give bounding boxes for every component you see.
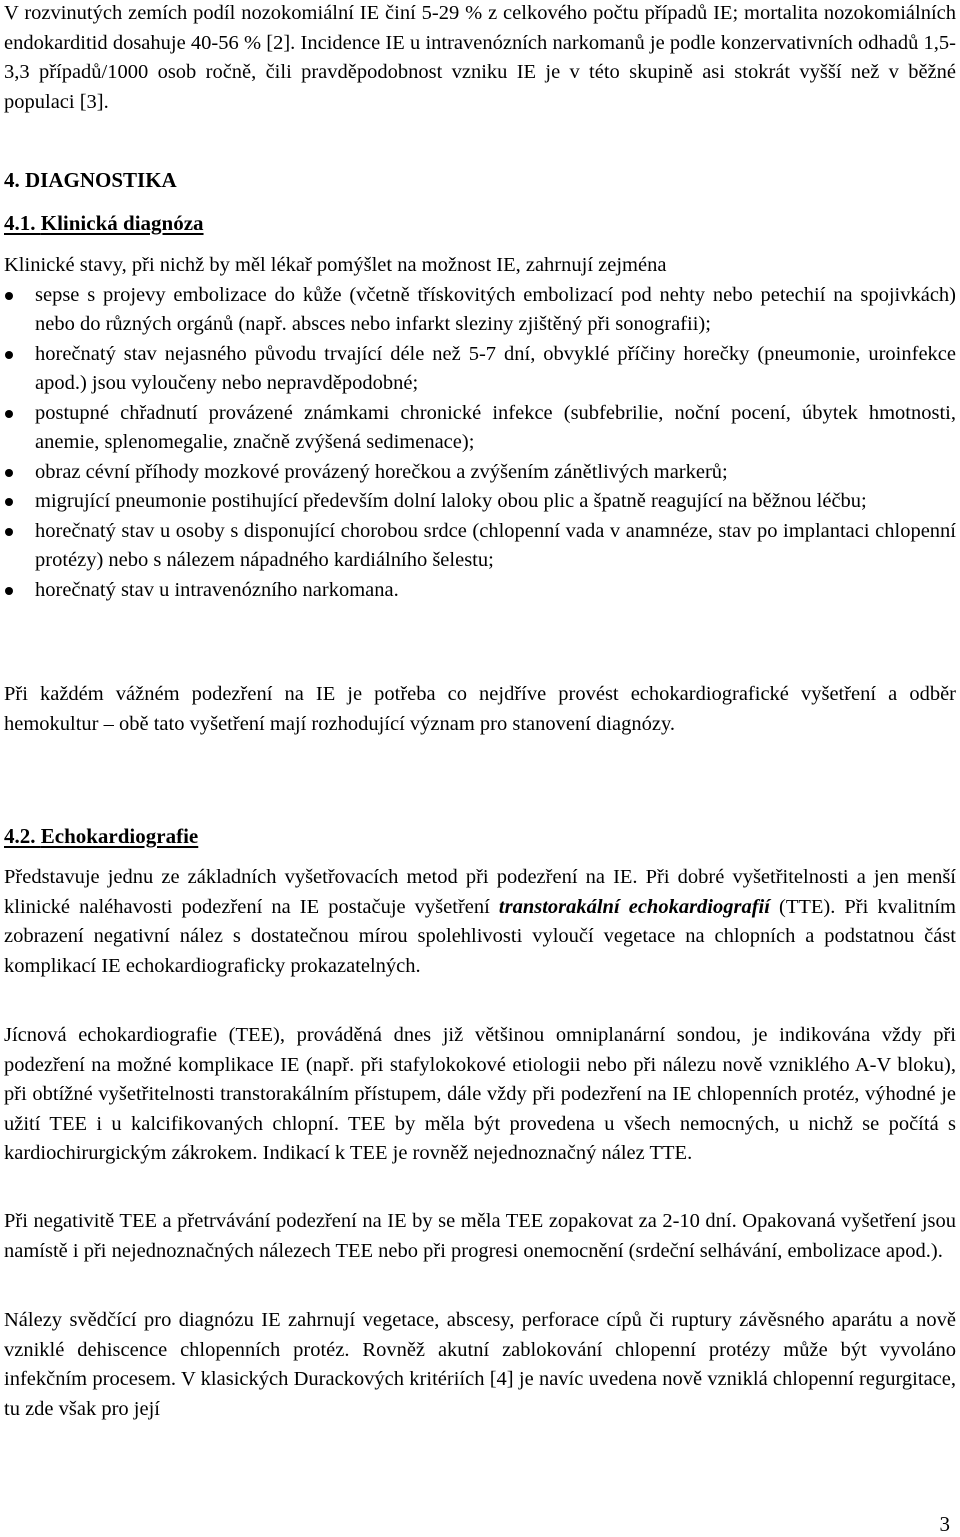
bullet-icon	[5, 469, 13, 477]
clinical-closing: Při každém vážném podezření na IE je potřeba co nejdříve provést echokardiografické vyšetření a odběr hemokultur – obě tato vyšetření mají rozhodující význam pro stanovení diagnózy.	[4, 683, 956, 735]
bullet-icon	[5, 528, 13, 536]
echo-p2-block	[4, 1021, 956, 1169]
intro-paragraph: V rozvinutých zemích podíl nozokomiální IE činí 5-29 % z celkového počtu případů IE; mortalita nozokomiálních endokarditid dosahuje 40-56 % [2]. Incidence IE u intravenózních narkomanů je podle konzervativních odhadů 1,5-3,3 případů/1000 osob ročně, čili pravděpodobnost vzniku IE je v této skupině asi stokrát vyšší než v běžné populaci [3].	[4, 2, 956, 113]
subsection-1-number: 4.1.	[4, 211, 36, 235]
echo-p3-block	[4, 1207, 956, 1266]
section-heading: 4. DIAGNOSTIKA	[4, 168, 177, 192]
list-item: sepse s projevy embolizace do kůže (včetně třískovitých embolizací pod nehty nebo petechií na spojivkách) nebo do různých orgánů (např. absces nebo infarkt sleziny zjištěný při sonografii);	[4, 281, 956, 340]
list-item: horečnatý stav nejasného původu trvající déle než 5-7 dní, obvyklé příčiny horečky (pneumonie, uroinfekce apod.) jsou vyloučeny nebo nepravděpodobné;	[4, 340, 956, 399]
list-item: migrující pneumonie postihující především dolní laloky obou plic a špatně reagující na běžnou léčbu;	[4, 487, 956, 517]
subsection-2-number: 4.2.	[4, 824, 36, 848]
clinical-states-list	[4, 281, 956, 606]
bullet-icon	[5, 292, 13, 300]
subsection-1-heading	[4, 209, 204, 238]
echo-paragraph-4: Nálezy svědčící pro diagnózu IE zahrnují vegetace, abscesy, perforace cípů či ruptury závěsného aparátu a nově vzniklé dehiscence chlopenních protéz. Rovněž akutní zablokování chlopenní protézy může být vyvoláno infekčním procesem. V klasických Durackových kritériích [4] je navíc uvedena nově vzniklá chlopenní regurgitace, tu zde však pro její	[4, 1309, 956, 1420]
echo-p1-block	[4, 863, 956, 981]
clinical-closing-block	[4, 680, 956, 739]
clinical-diagnosis-block	[4, 251, 956, 605]
echo-paragraph-1: Představuje jednu ze základních vyšetřovacích metod při podezření na IE. Při dobré vyšetřitelnosti a jen menší klinické naléhavosti podezření na IE postačuje vyšetření transtorakální echokardiografií (TTE). Při kvalitním zobrazení negativní nález s dostatečnou mírou spolehlivosti vyloučí vegetace na chlopních a podstatnou část komplikací IE echokardiograficky prokazatelných.	[4, 866, 956, 977]
subsection-2-title: Echokardiografie	[40, 824, 199, 848]
tte-emphasis: transtorakální echokardiografií	[498, 895, 770, 918]
bullet-icon	[5, 587, 13, 595]
list-item: obraz cévní příhody mozkové provázený horečkou a zvýšením zánětlivých markerů;	[4, 458, 956, 488]
clinical-lead: Klinické stavy, při nichž by měl lékař pomýšlet na možnost IE, zahrnují zejména	[4, 254, 667, 276]
echo-paragraph-3: Při negativitě TEE a přetrvávání podezření na IE by se měla TEE zopakovat za 2-10 dní. Opakovaná vyšetření jsou namístě i při nejednoznačných nálezech TEE nebo při progresi onemocnění (srdeční selhávání, embolizace apod.).	[4, 1210, 956, 1262]
echo-paragraph-2: Jícnová echokardiografie (TEE), prováděná dnes již většinou omniplanární sondou, je indikována vždy při podezření na možné komplikace IE (např. při stafylokokové etiologii nebo při nálezu nově vzniklého A-V bloku), při obtížné vyšetřitelnosti transtorakálním přístupem, dále vždy při podezření na IE chlopenních protéz, výhodné je užití TEE i u kalcifikovaných chlopní. TEE by měla být provedena u všech nemocných, u nichž se počítá s kardiochirurgickým zákrokem. Indikací k TEE je rovněž nejednoznačný nález TTE.	[4, 1024, 956, 1164]
page-number: 3	[939, 1512, 950, 1536]
bullet-icon	[5, 498, 13, 506]
list-item: postupné chřadnutí provázené známkami chronické infekce (subfebrilie, noční pocení, úbytek hmotnosti, anemie, splenomegalie, značně zvýšená sedimenace);	[4, 399, 956, 458]
list-item: horečnatý stav u osoby s disponující chorobou srdce (chlopenní vada v anamnéze, stav po implantaci chlopenní protézy) nebo s nálezem nápadného kardiálního šelestu;	[4, 517, 956, 576]
echo-p4-block	[4, 1306, 956, 1424]
subsection-1-title: Klinická diagnóza	[40, 211, 204, 235]
bullet-icon	[5, 351, 13, 359]
bullet-icon	[5, 410, 13, 418]
subsection-2-heading	[4, 822, 198, 851]
list-item: horečnatý stav u intravenózního narkomana.	[4, 576, 956, 606]
